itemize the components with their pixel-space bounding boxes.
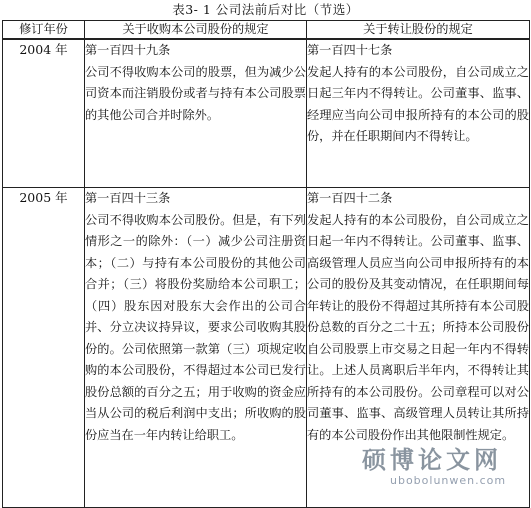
watermark-url-text: ubobolunwen.com bbox=[390, 474, 507, 487]
table-row bbox=[3, 39, 530, 188]
article-text: 发起人持有的本公司股份，自公司成立之日起一年内不得转让。公司董事、监事、高级管理人员应当向公司申报所持有的本公司的股份及其变动情况，在任职期间每年转让的股份不得超过其所持有本公司股份总数的百分之二十五；所持本公司股份自公司股票上市交易之日起一年内不得转让。上述人员离职后半年内，不得转让其所持有的本公司股份。公司章程可以对公司董事、监事、高级管理人员转让其所持有的本公司股份作出其他限制性规定。 bbox=[307, 212, 529, 442]
header-buyback-rules: 关于收购本公司股份的规定 bbox=[85, 21, 307, 40]
table-caption: 表3- 1 公司法前后对比（节选） bbox=[172, 2, 359, 17]
article-number: 第一百四十七条 bbox=[307, 43, 393, 57]
header-revision-year: 修订年份 bbox=[3, 21, 85, 40]
article-number: 第一百四十二条 bbox=[307, 191, 393, 205]
table-header-row bbox=[3, 21, 530, 40]
article-text: 公司不得收购本公司股份。但是，有下列情形之一的除外：（一）减少公司注册资本；（二）与持有本公司股份的其他公司合并；（三）将股份奖励给本公司职工；（四）股东因对股东大会作出的公司合并、分立决议持异议，要求公司收购其股份的。公司依照第一款第（三）项规定收购的本公司股份，不得超过本公司已发行股份总额的百分之五；用于收购的资金应当从公司的税后利润中支出；所收购的股份应当在一年内转让给职工。 bbox=[85, 212, 306, 442]
row-year: 2004 年 bbox=[3, 39, 85, 188]
transfer-cell bbox=[307, 188, 530, 508]
table-row bbox=[3, 188, 530, 508]
article-text: 发起人持有的本公司股份，自公司成立之日起三年内不得转让。公司董事、监事、经理应当向公司申报所持有的本公司的股份，并在任职期间内不得转让。 bbox=[307, 64, 529, 143]
article-number: 第一百四十九条 bbox=[85, 43, 171, 57]
article-number: 第一百四十三条 bbox=[85, 191, 171, 205]
article-text: 公司不得收购本公司的股票，但为减少公司资本而注销股份或者与持有本公司股票的其他公司合并时除外。 bbox=[85, 64, 306, 122]
watermark-logo-text: 硕博论文网 bbox=[362, 446, 502, 474]
buyback-cell bbox=[85, 39, 307, 188]
buyback-cell bbox=[85, 188, 307, 508]
transfer-cell bbox=[307, 39, 530, 188]
header-transfer-rules: 关于转让股份的规定 bbox=[307, 21, 530, 40]
comparison-table bbox=[2, 20, 530, 508]
row-year: 2005 年 bbox=[3, 188, 85, 508]
